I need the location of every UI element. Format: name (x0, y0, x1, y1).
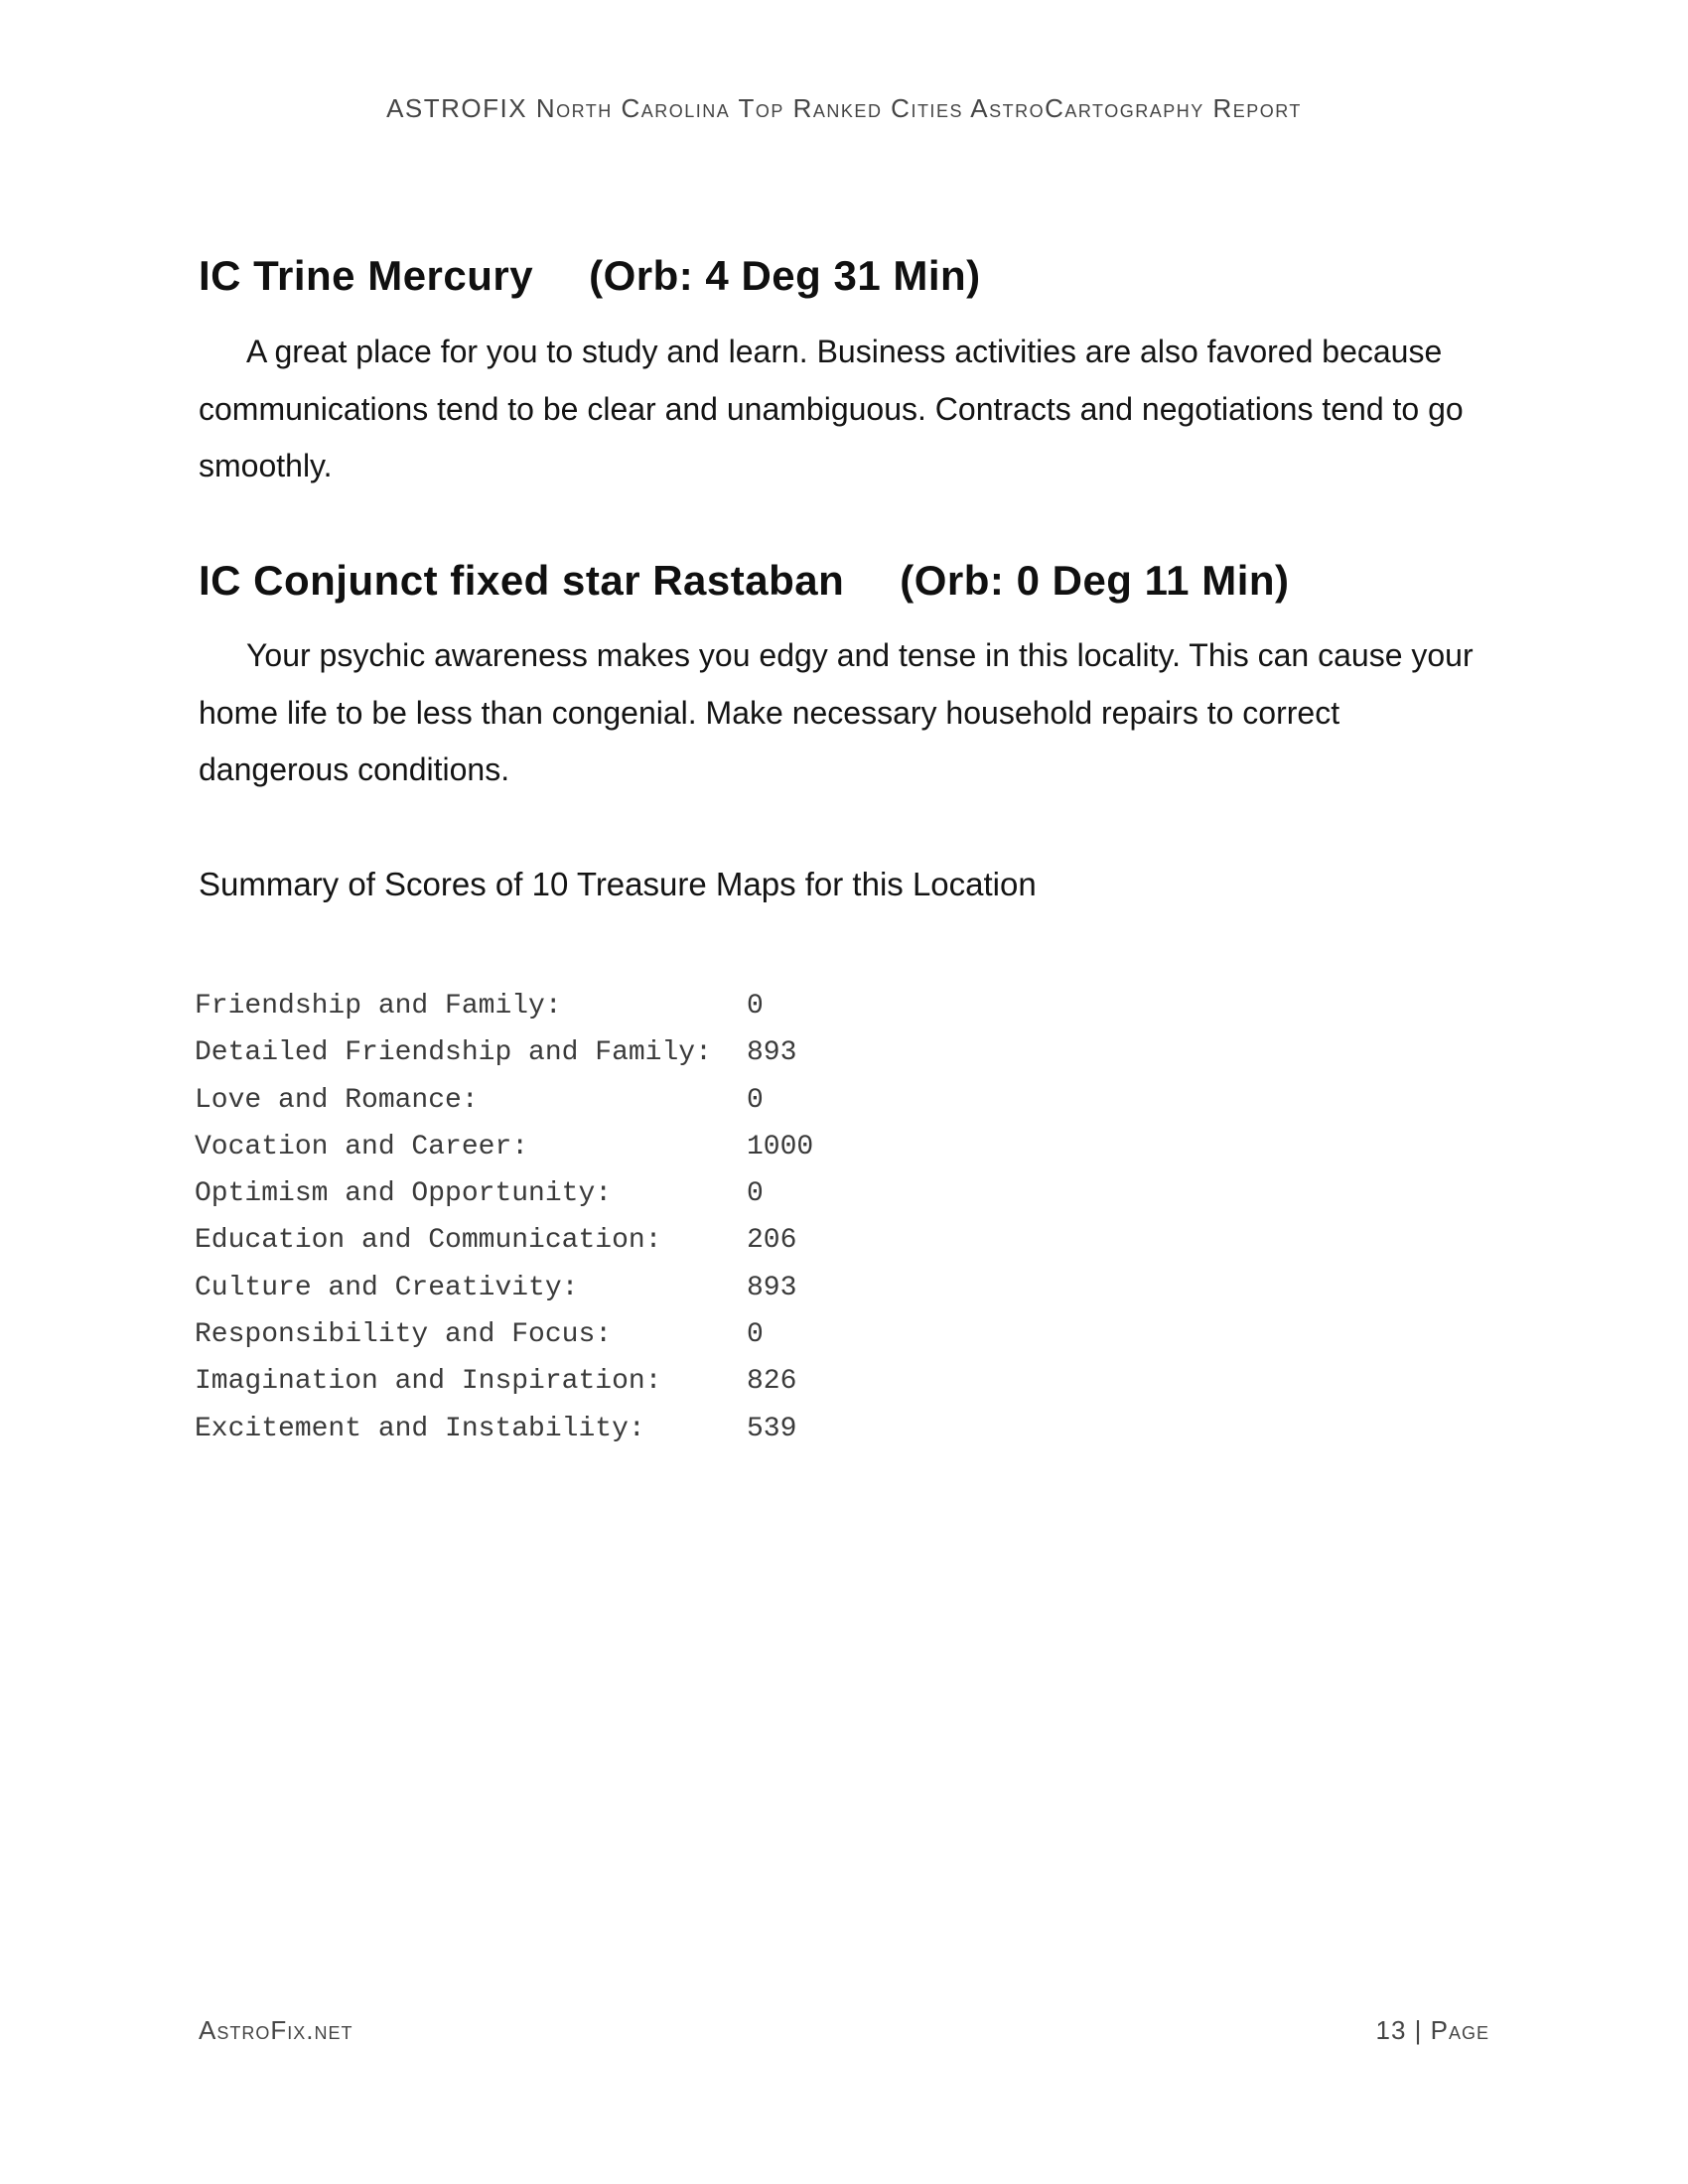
running-header: ASTROFIX North Carolina Top Ranked Cities AstroCartography Report (386, 93, 1302, 123)
score-row (195, 1358, 813, 1405)
aspect-paragraph (199, 627, 1519, 799)
aspect-heading-ic-trine-mercury (199, 252, 981, 300)
score-row (195, 1406, 813, 1452)
aspect-title: IC Trine Mercury (199, 252, 534, 299)
score-value: 893 (747, 1272, 797, 1303)
score-label: Friendship and Family: (195, 991, 562, 1022)
score-row (195, 983, 813, 1029)
aspect-heading-ic-conjunct-rastaban (199, 557, 1290, 605)
aspect-title: IC Conjunct fixed star Rastaban (199, 557, 845, 604)
score-label: Excitement and Instability: (195, 1413, 645, 1444)
footer-site: AstroFix.net (199, 2015, 353, 2045)
score-label: Detailed Friendship and Family: (195, 1037, 712, 1069)
page-footer (199, 2015, 1489, 2046)
score-value: 0 (747, 1178, 764, 1210)
score-label: Love and Romance: (195, 1084, 479, 1116)
score-label: Culture and Creativity: (195, 1272, 579, 1303)
score-row (195, 1077, 813, 1124)
score-value: 206 (747, 1225, 797, 1257)
paragraph-line: dangerous conditions. (199, 751, 510, 787)
score-label: Education and Communication: (195, 1225, 662, 1257)
summary-title: Summary of Scores of 10 Treasure Maps for this Location (199, 866, 1037, 902)
aspect-orb: (Orb: 4 Deg 31 Min) (589, 252, 981, 299)
paragraph-line: smoothly. (199, 448, 333, 483)
aspect-orb: (Orb: 0 Deg 11 Min) (900, 557, 1290, 604)
score-row (195, 1265, 813, 1311)
score-value: 0 (747, 991, 764, 1022)
paragraph-line: home life to be less than congenial. Make necessary household repairs to correct (199, 694, 1340, 731)
score-row (195, 1311, 813, 1358)
paragraph-line: Your psychic awareness makes you edgy and tense in this locality. This can cause your (246, 637, 1474, 673)
score-label: Imagination and Inspiration: (195, 1366, 662, 1398)
score-label: Vocation and Career: (195, 1131, 529, 1162)
score-value: 893 (747, 1037, 797, 1069)
score-value: 1000 (747, 1131, 814, 1162)
footer-page-number: 13 | Page (1375, 2015, 1489, 2045)
paragraph-line: communications tend to be clear and unambiguous. Contracts and negotiations tend to go (199, 390, 1464, 427)
paragraph-line: A great place for you to study and learn. Business activities are also favored because (246, 334, 1443, 369)
score-value: 539 (747, 1413, 797, 1444)
score-value: 826 (747, 1366, 797, 1398)
score-label: Responsibility and Focus: (195, 1319, 613, 1351)
score-row (195, 1029, 813, 1076)
score-value: 0 (747, 1084, 764, 1116)
score-table (195, 983, 813, 1452)
score-row (195, 1170, 813, 1217)
score-value: 0 (747, 1319, 764, 1351)
aspect-paragraph (199, 324, 1519, 495)
score-row (195, 1124, 813, 1170)
score-label: Optimism and Opportunity: (195, 1178, 613, 1210)
score-row (195, 1217, 813, 1264)
